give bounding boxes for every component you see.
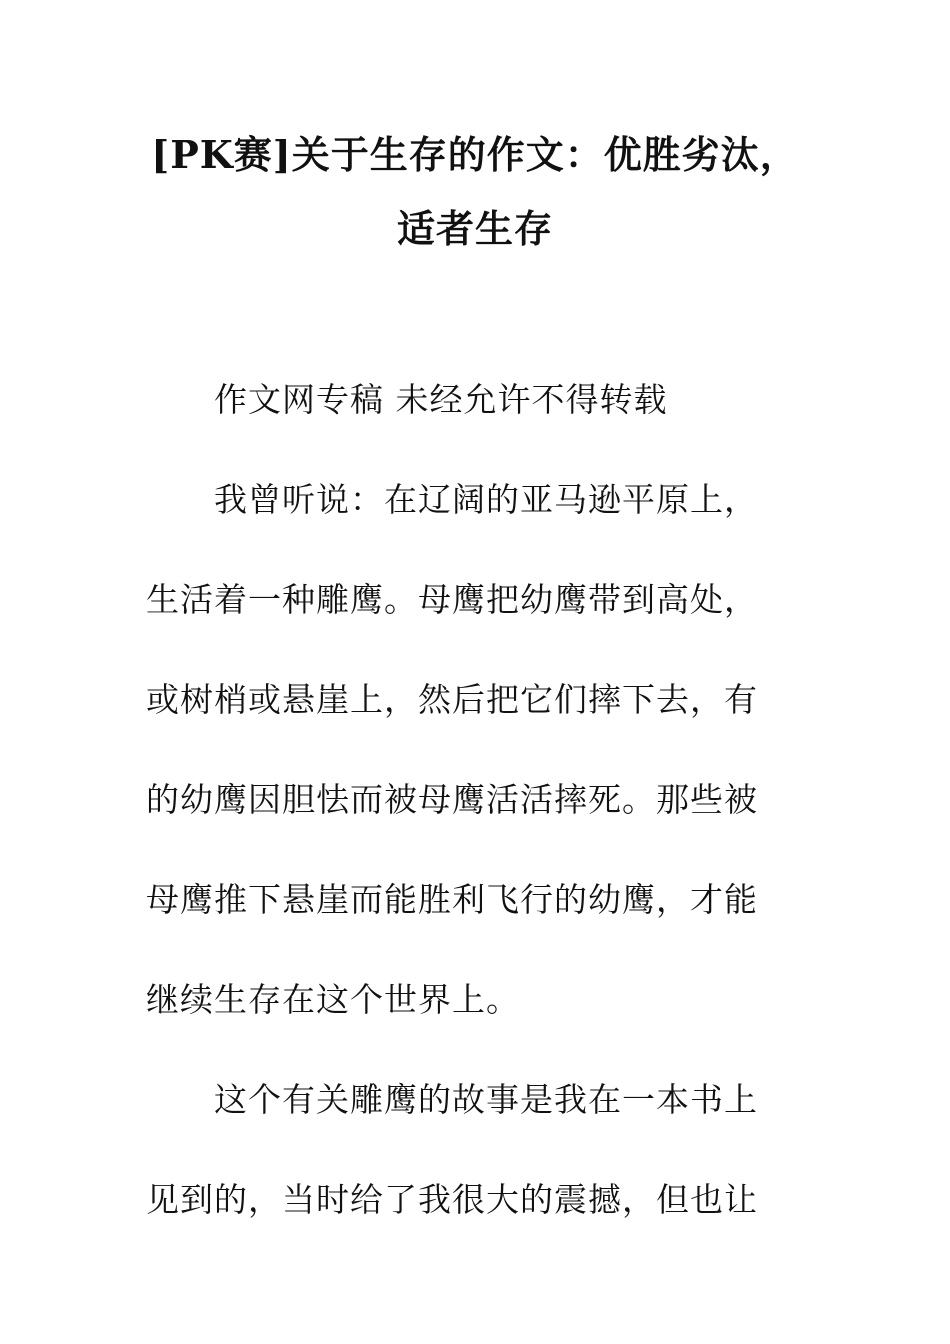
document-title-line-2: 适者生存: [396, 206, 553, 251]
byline: 作文网专稿 未经允许不得转载: [214, 380, 668, 419]
paragraph-1-line-6: 继续生存在这个世界上。: [146, 980, 520, 1019]
paragraph-1-line-4: 的幼鹰因胆怯而被母鹰活活摔死。那些被: [146, 780, 758, 819]
paragraph-2-line-1: 这个有关雕鹰的故事是我在一本书上: [214, 1080, 758, 1119]
paragraph-1-line-5: 母鹰推下悬崖而能胜利飞行的幼鹰，才能: [146, 880, 758, 919]
paragraph-1-line-3: 或树梢或悬崖上，然后把它们摔下去，有: [146, 680, 758, 719]
paragraph-1-line-2: 生活着一种雕鹰。母鹰把幼鹰带到高处，: [146, 580, 758, 619]
document-title-line-1: [PK赛]关于生存的作文：优胜劣汰，: [151, 132, 799, 177]
paragraph-2-line-2: 见到的，当时给了我很大的震撼，但也让: [146, 1180, 758, 1219]
paragraph-1-line-1: 我曾听说：在辽阔的亚马逊平原上，: [214, 480, 758, 519]
